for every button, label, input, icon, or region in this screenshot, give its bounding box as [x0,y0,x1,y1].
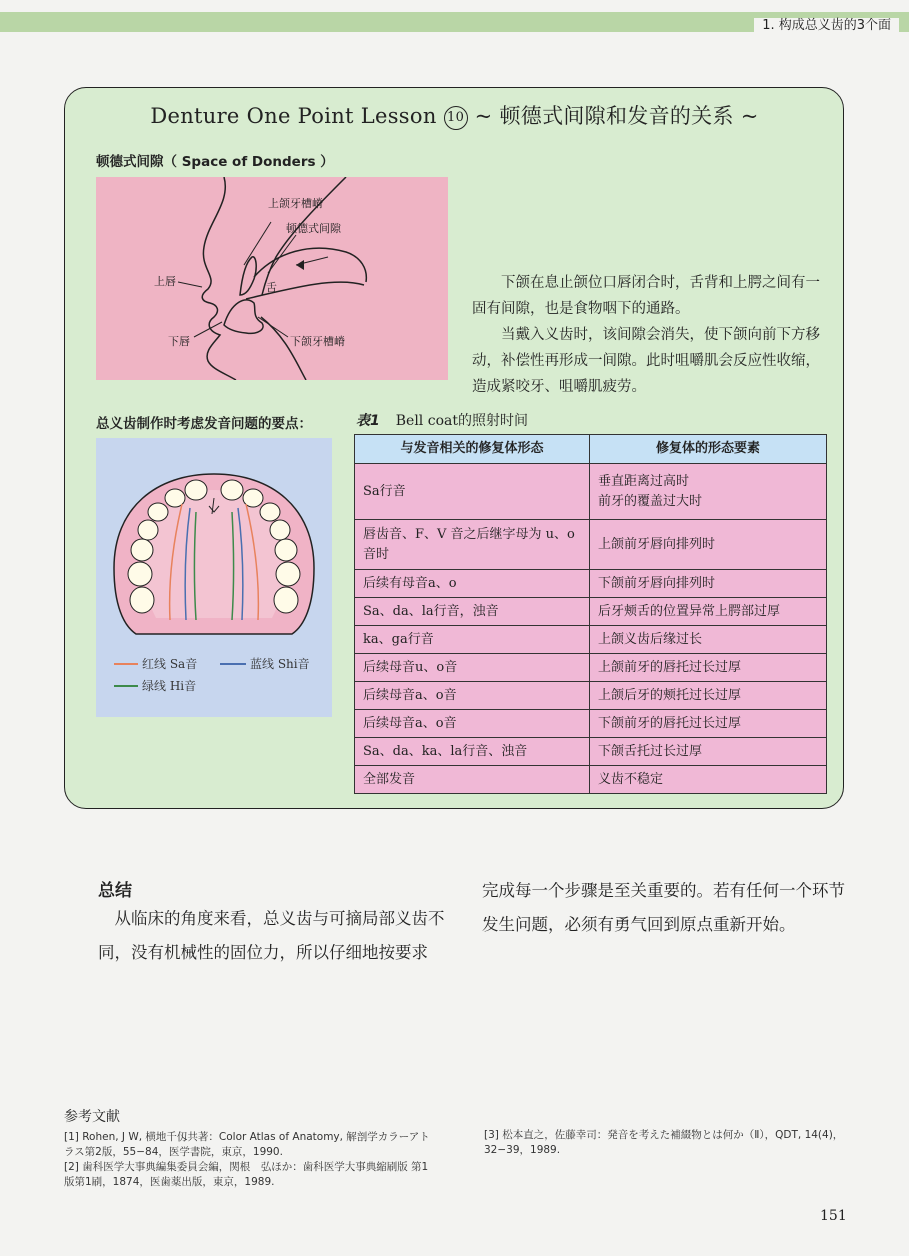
table-cell: 上颌前牙唇向排列时 [590,520,827,570]
table-cell: Sa、da、ka、la行音、浊音 [355,738,590,766]
donders-paragraph-1: 下颌在息止颌位口唇闭合时，舌背和上腭之间有一固有间隙，也是食物咽下的通路。 [472,275,820,317]
table-row [355,710,827,738]
label-lower-alveolar: 下颌牙槽嵴 [290,335,345,348]
palate-figure [96,438,332,717]
table-caption [356,410,528,430]
lesson-number-badge: 10 [444,106,468,130]
phonetics-table [354,434,827,794]
table-cell: ka、ga行音 [355,626,590,654]
label-upper-alveolar: 上颌牙槽嵴 [268,197,323,210]
page-number: 151 [820,1208,847,1224]
lesson-title-prefix: Denture One Point Lesson [150,104,437,128]
table-cell: 全部发音 [355,766,590,794]
lesson-title [0,100,909,130]
sagittal-diagram [96,177,448,380]
references-title: 参考文献 [64,1109,120,1125]
donders-paragraph-2: 当戴入义齿时，该间隙会消失，使下颌向前下方移动，补偿性再形成一间隙。此时咀嚼肌会反应性收缩，造成紧咬牙、咀嚼肌疲劳。 [472,327,820,395]
table-cell: 上颌后牙的颊托过长过厚 [590,682,827,710]
table-row [355,520,827,570]
reference-item: [1] Rohen, J W, 横地千仭共著：Color Atlas of Anatomy, 解剖学カラーアトラス第2版，55−84，医学書院，東京，1990. [64,1131,430,1158]
table-cell: Sa行音 [355,464,590,520]
chapter-title: 1. 构成总义齿的3个面 [754,18,899,34]
table-row [355,626,827,654]
table-cell: 垂直距离过高时 前牙的覆盖过大时 [590,464,827,520]
palate-diagram [96,438,332,717]
table-row [355,766,827,794]
summary-title: 总结 [98,881,132,901]
table-row [355,570,827,598]
table-cell: Sa、da、la行音，浊音 [355,598,590,626]
table-cell: 后续母音a、o音 [355,682,590,710]
summary-left-text: 从临床的角度来看，总义齿与可摘局部义齿不同，没有机械性的固位力，所以仔细地按要求 [98,909,445,962]
table-cell: 后续有母音a、o [355,570,590,598]
label-upper-lip: 上唇 [154,275,176,288]
table-header-row [355,435,827,464]
table-cell: 后牙颊舌的位置异常上腭部过厚 [590,598,827,626]
donders-heading: 顿德式间隙（ Space of Donders ） [96,154,334,170]
reference-item: [3] 松本直之，佐藤幸司：発音を考えた補綴物とは何か（Ⅱ），QDT, 14(4)，32−39，1989. [484,1129,844,1156]
table-row [355,682,827,710]
donders-figure [96,177,448,380]
table-cell: 上颌前牙的唇托过长过厚 [590,654,827,682]
legend-red: 红线 Sa音 [142,657,198,671]
table-cell: 后续母音u、o音 [355,654,590,682]
label-tongue: 舌 [266,281,277,294]
label-lower-lip: 下唇 [168,335,190,348]
table-cell: 后续母音a、o音 [355,710,590,738]
table-header-cell: 修复体的形态要素 [590,435,827,464]
table-cell: 下颌前牙的唇托过长过厚 [590,710,827,738]
lesson-title-suffix: ~ 顿德式间隙和发音的关系 ~ [474,104,759,128]
legend-blue: 蓝线 Shi音 [250,657,310,671]
points-heading: 总义齿制作时考虑发音问题的要点： [96,416,312,432]
summary-right-text: 完成每一个步骤是至关重要的。若有任何一个环节发生问题，必须有勇气回到原点重新开始。 [482,881,845,934]
legend-green: 绿线 Hi音 [142,679,197,693]
table-cell: 下颌舌托过长过厚 [590,738,827,766]
table-row [355,598,827,626]
table-row [355,464,827,520]
table-row [355,654,827,682]
table-caption-text: Bell coat的照射时间 [395,413,528,429]
table-cell: 义齿不稳定 [590,766,827,794]
reference-item: [2] 歯科医学大事典編集委員会編，関根 弘ほか：歯科医学大事典縮刷版 第1版第1刷，1874，医歯薬出版，東京，1989. [64,1161,429,1188]
donders-description [472,270,832,400]
table-cell: 下颌前牙唇向排列时 [590,570,827,598]
summary-left-column [98,902,448,970]
label-donders-space: 顿德式间隙 [286,222,341,235]
table-cell: 唇齿音、F、V 音之后继字母为 u、o 音时 [355,520,590,570]
table-row [355,738,827,766]
table-header-cell: 与发音相关的修复体形态 [355,435,590,464]
table-cell: 上颌义齿后缘过长 [590,626,827,654]
table-label: 表1 [356,413,380,429]
